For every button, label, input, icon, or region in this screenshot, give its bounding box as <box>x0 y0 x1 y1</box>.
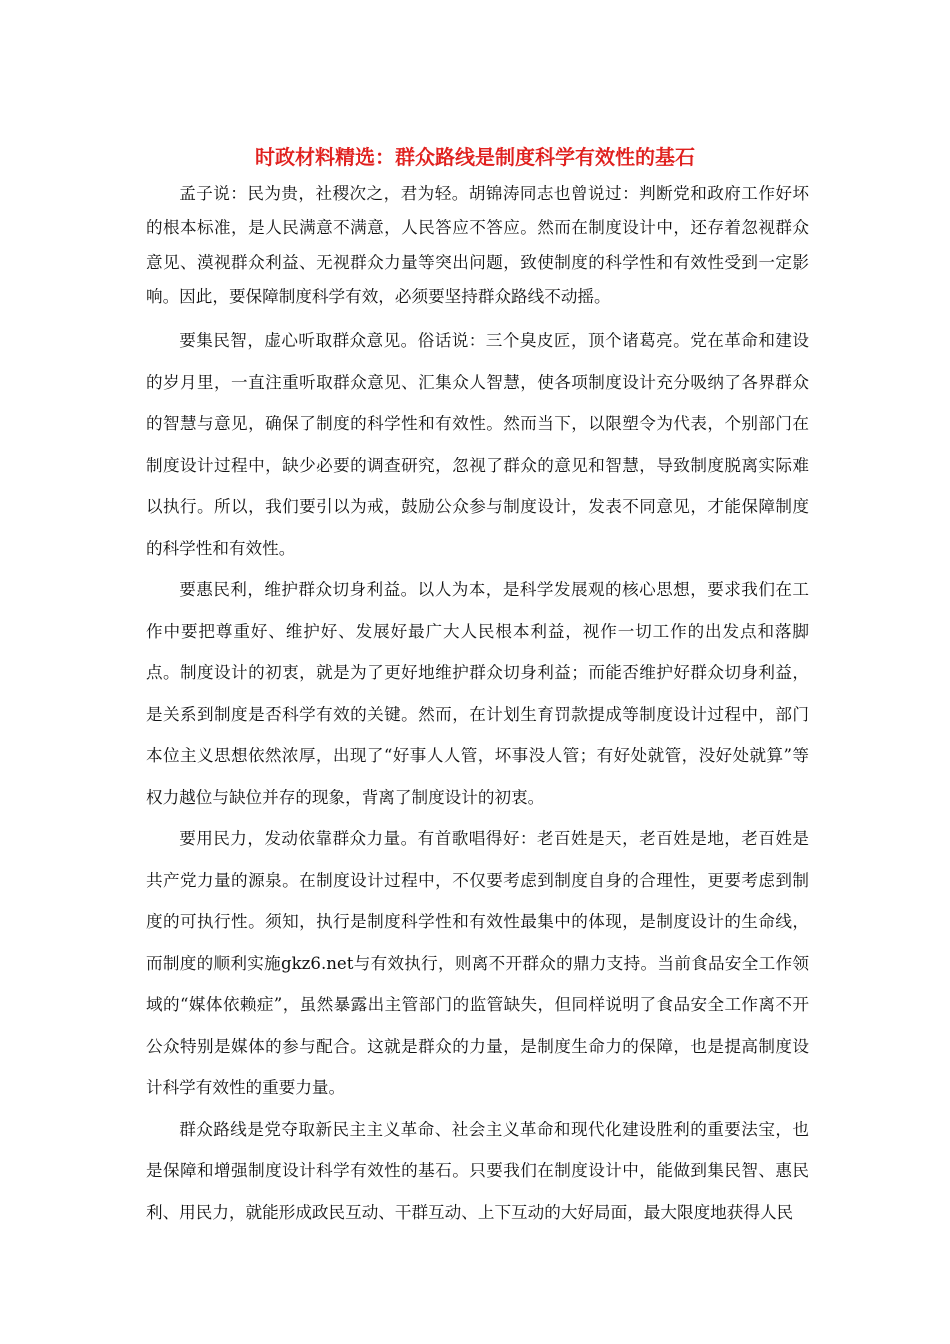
document-body <box>146 177 809 1233</box>
document-title: 时政材料精选：群众路线是制度科学有效性的基石 <box>255 145 695 169</box>
paragraph-5: 群众路线是党夺取新民主主义革命、社会主义革命和现代化建设胜利的重要法宝，也是保障和增强制度设计科学有效性的基石。只要我们在制度设计中，能做到集民智、惠民利、用民力，就能形成政民互动、干群互动、上下互动的大好局面，最大限度地获得人民 <box>146 1119 809 1222</box>
paragraph-3: 要惠民利，维护群众切身利益。以人为本，是科学发展观的核心思想，要求我们在工作中要把尊重好、维护好、发展好最广大人民根本利益，视作一切工作的出发点和落脚点。制度设计的初衷，就是为了更好地维护群众切身利益；而能否维护好群众切身利益，是关系到制度是否科学有效的关键。然而，在计划生育罚款提成等制度设计过程中，部门本位主义思想依然浓厚，出现了“好事人人管，坏事没人管；有好处就管，没好处就算”等权力越位与缺位并存的现象，背离了制度设计的初衷。 <box>146 580 809 807</box>
paragraph-4: 要用民力，发动依靠群众力量。有首歌唱得好：老百姓是天，老百姓是地，老百姓是共产党力量的源泉。在制度设计过程中，不仅要考虑到制度自身的合理性，更要考虑到制度的可执行性。须知，执行是制度科学性和有效性最集中的体现，是制度设计的生命线，而制度的顺利实施gkz6.net与有效执行，则离不开群众的鼎力支持。当前食品安全工作领域的“媒体依赖症”，虽然暴露出主管部门的监管缺失，但同样说明了食品安全工作离不开公众特别是媒体的参与配合。这就是群众的力量，是制度生命力的保障，也是提高制度设计科学有效性的重要力量。 <box>146 829 809 1098</box>
paragraph-2: 要集民智，虚心听取群众意见。俗话说：三个臭皮匠，顶个诸葛亮。党在革命和建设的岁月里，一直注重听取群众意见、汇集众人智慧，使各项制度设计充分吸纳了各界群众的智慧与意见，确保了制度的科学性和有效性。然而当下，以限塑令为代表，个别部门在制度设计过程中，缺少必要的调查研究，忽视了群众的意见和智慧，导致制度脱离实际难以执行。所以，我们要引以为戒，鼓励公众参与制度设计，发表不同意见，才能保障制度的科学性和有效性。 <box>146 331 809 558</box>
paragraph-1: 孟子说：民为贵，社稷次之，君为轻。胡锦涛同志也曾说过：判断党和政府工作好坏的根本标准，是人民满意不满意，人民答应不答应。然而在制度设计中，还存着忽视群众意见、漠视群众利益、无视群众力量等突出问题，致使制度的科学性和有效性受到一定影响。因此，要保障制度科学有效，必须要坚持群众路线不动摇。 <box>146 184 809 306</box>
